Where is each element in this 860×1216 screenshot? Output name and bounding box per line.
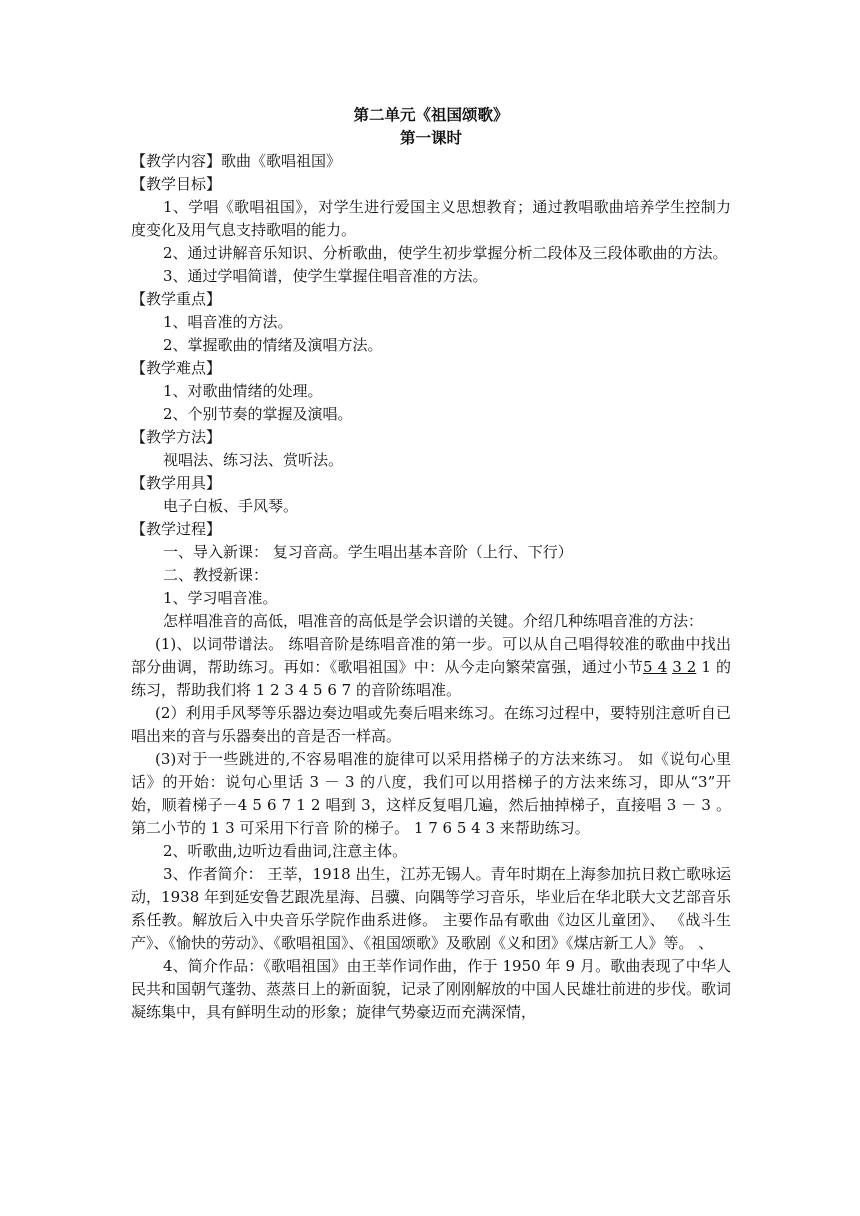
process-step: 1、学习唱音准。 xyxy=(163,589,278,607)
method-text: 1 的练习，帮助我们将 1 2 3 4 5 6 7 的音阶练唱准。 xyxy=(131,658,731,699)
process-paragraph: 怎样唱准音的高低，唱准音的高低是学会识谱的关键。介绍几种练唱音准的方法： xyxy=(163,612,704,630)
method-paragraph: (2）利用手风琴等乐器边奏边唱或先奏后唱来练习。在练习过程中，要特别注意听自已唱出来的音与乐器奏出的音是否一样高。 xyxy=(131,704,731,745)
objectives-heading: 【教学目标】 xyxy=(131,175,222,193)
difficulty-item: 1、对歌曲情绪的处理。 xyxy=(163,382,323,400)
document-title: 第二单元《祖国颂歌》 xyxy=(353,106,509,124)
objective-item: 1、学唱《歌唱祖国》，对学生进行爱国主义思想教育；通过教唱歌曲培养学生控制力度变化及用气息支持歌唱的能力。 xyxy=(131,198,731,239)
methods-text: 视唱法、练习法、赏听法。 xyxy=(163,451,344,469)
method-paragraph xyxy=(131,633,731,702)
method-paragraph: (3)对于一些跳进的,不容易唱准的旋律可以采用搭梯子的方法来练习。 如《说句心里话》的开始：说句心里话 3 － 3 的八度，我们可以用搭梯子的方法来练习，即从“3”开始，顺着梯子－4 5 6 7 1 2 唱到 3，这样反复唱几遍，然后抽掉梯子，直接唱 3 － 3 。第二小节的 1 3 可采用下行音 阶的梯子。 1 7 6 5 4 3 来帮助练习。 xyxy=(131,750,731,837)
objective-item: 2、通过讲解音乐知识、分析歌曲，使学生初步掌握分析二段体及三段体歌曲的方法。 xyxy=(163,244,728,262)
methods-heading: 【教学方法】 xyxy=(131,428,222,446)
tools-heading: 【教学用具】 xyxy=(131,474,222,492)
process-step: 一、导入新课： 复习音高。学生唱出基本音阶（上行、下行） xyxy=(163,543,573,561)
document-body xyxy=(131,104,731,1024)
underlined-notes: 3 2 xyxy=(672,658,697,676)
tools-text: 电子白板、手风琴。 xyxy=(163,497,299,515)
process-paragraph: 2、听歌曲,边听边看曲词,注意主体。 xyxy=(163,842,408,860)
difficulties-heading: 【教学难点】 xyxy=(131,359,222,377)
key-point-item: 1、唱音准的方法。 xyxy=(163,313,293,331)
teaching-content-line: 【教学内容】歌曲《歌唱祖国》 xyxy=(131,152,342,170)
process-paragraph: 3、作者简介： 王莘，1918 出生，江苏无锡人。青年时期在上海参加抗日救亡歌咏运动，1938 年到延安鲁艺跟冼星海、吕骥、向隅等学习音乐，毕业后在华北联大文艺部音乐系任教。解放后入中央音乐学院作曲系进修。 主要作品有歌曲《边区儿童团》、 《战斗生产》、《愉快的劳动》、《歌唱祖国》、《祖国颂歌》及歌剧《义和团》《煤店新工人》等。 、 xyxy=(131,865,731,952)
method-text: (1)、以词带谱法。 练唱音阶是练唱音准的第一步。可以从自己唱得较准的歌曲中找出部分曲调，帮助练习。再如：《歌唱祖国》中：从今走向繁荣富强，通过小节 xyxy=(131,635,731,676)
key-point-item: 2、掌握歌曲的情绪及演唱方法。 xyxy=(163,336,383,354)
objective-item: 3、通过学唱简谱，使学生掌握住唱音准的方法。 xyxy=(163,267,488,285)
underlined-notes: 5 4 xyxy=(643,658,668,676)
key-points-heading: 【教学重点】 xyxy=(131,290,222,308)
process-heading: 【教学过程】 xyxy=(131,520,222,538)
document-subtitle: 第一课时 xyxy=(399,129,462,147)
process-paragraph: 4、简介作品：《歌唱祖国》由王莘作词作曲，作于 1950 年 9 月。歌曲表现了中华人民共和国朝气蓬勃、蒸蒸日上的新面貌，记录了刚刚解放的中国人民雄壮前进的步伐。歌词凝练集中，具有鲜明生动的形象；旋律气势豪迈而充满深情， xyxy=(131,957,732,1021)
difficulty-item: 2、个别节奏的掌握及演唱。 xyxy=(163,405,353,423)
process-step: 二、教授新课： xyxy=(163,566,269,584)
